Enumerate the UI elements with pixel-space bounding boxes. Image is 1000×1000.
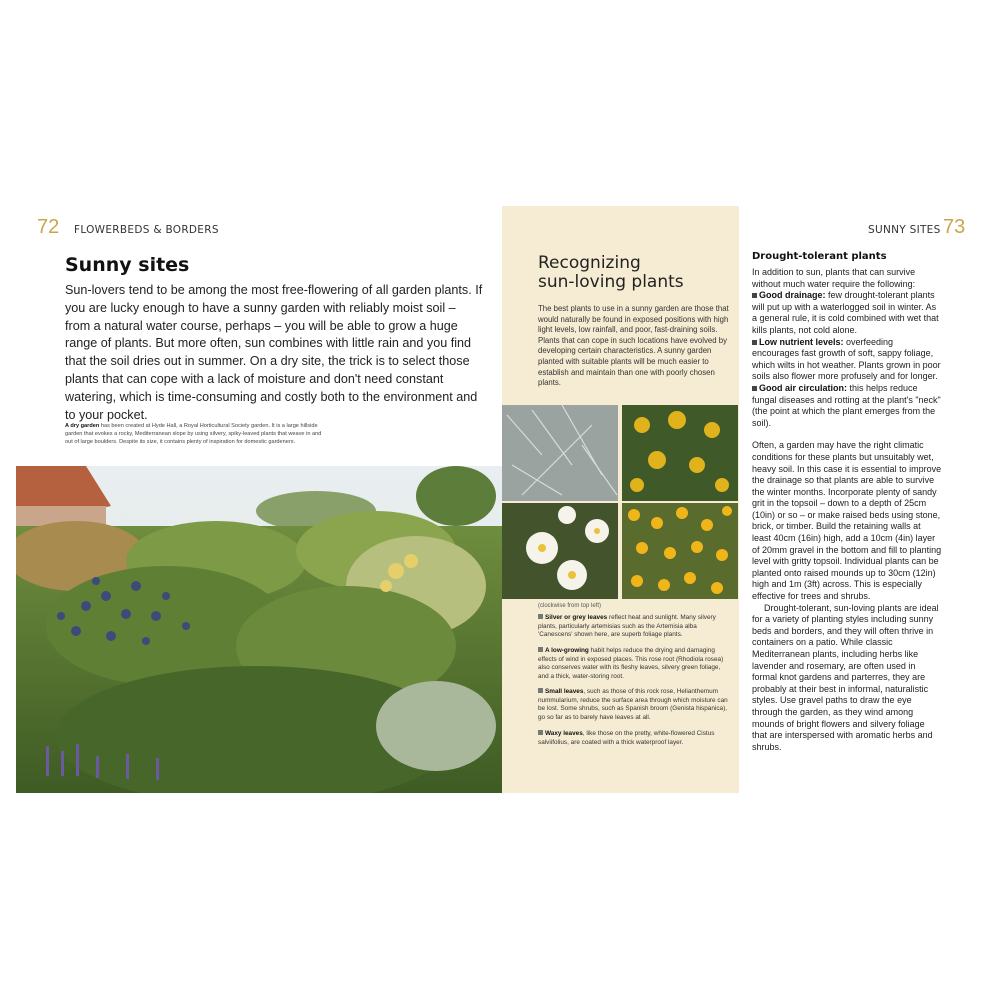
thumb-small-leaves — [622, 503, 738, 599]
requirement-nutrients: Low nutrient levels: overfeeding encourages fast growth of soft, sappy foliage, which wilts in hot weather. Plants grown in poor soils also flower more profusely and for longer. — [752, 336, 941, 382]
drainage-paragraph: Often, a garden may have the right climatic conditions for these plants but unsuitably wet, heavy soil. In this case it is essential to improve the drainage so that plants are able to survive the winter months. Incorporate plenty of sandy grit in the topsoil – down to a depth of 25cm (10in) or so – or make raised beds using stone, brick, or timber. Build the retaining walls at least 40cm (16in) high, add a 10cm (4in) layer of 20mm gravel in the bottom and fill to planting level with gritty topsoil. Individual plants can be planted onto raised mounds up to 30cm (12in) high and 1m (3ft) across. This is especially effective for trees and shrubs. — [752, 440, 942, 602]
panel-body: The best plants to use in a sunny garden are those that would naturally be found in exposed positions with high light levels, low rainfall, and poor, fast-draining soils. Plants that can cope in such locations have evolved by developing certain characteristics. A sunny garden planted with suitable plants will be much easier to establish and maintain than one with poorly chosen plants. — [538, 304, 729, 388]
requirement-air: Good air circulation: this helps reduce fungal diseases and rotting at the plant's "neck" (the point at which the plant emerges from the soil). — [752, 382, 941, 428]
drought-heading: Drought-tolerant plants — [752, 251, 887, 262]
thumb-silver-leaves — [502, 405, 618, 501]
page-number-left: 72 — [37, 216, 60, 238]
thumb-waxy-leaves — [502, 503, 618, 599]
page-number-right: 73 — [943, 216, 966, 238]
panel-title — [538, 254, 728, 292]
intro-paragraph: Sun-lovers tend to be among the most free-flowering of all garden plants. If you are lucky enough to have a sunny garden with reliably moist soil – from a natural water course, perhaps – you will be able to grow a huge range of plants. But more often, sun combines with little rain and you find that the soil dries out in summer. On a dry site, the trick is to select those plants that can cope with a lack of moisture and don't need constant watering, which is time-consuming and costly both to the environment and to your pocket. — [65, 283, 483, 422]
section-title: Sunny sites — [65, 254, 190, 276]
panel-title-line1: Recognizing — [538, 253, 641, 273]
running-head-right: SUNNY SITES — [868, 224, 941, 236]
photo-caption — [65, 422, 327, 446]
bullet-low-growing: A low-growing habit helps reduce the drying and damaging effects of wind in exposed places. This rose root (Rhodiola rosea) also conserves water with its fleshy leaves, silvery green foliage, and a thick, water-storing root. — [538, 647, 724, 680]
drought-lead: In addition to sun, plants that can survive without much water require the following: — [752, 267, 916, 289]
thumb-low-growing — [622, 405, 738, 501]
photo-order-note: (clockwise from top left) — [538, 603, 602, 609]
bullet-small-leaves: Small leaves, such as those of this rock rose, Helianthemum nummularium, reduce the surface area through which moisture can be lost. Some shrubs, such as Spanish broom (Genista hispanica), go so far as to barely have leaves at all. — [538, 688, 728, 721]
drought-column — [752, 267, 942, 753]
requirement-drainage: Good drainage: few drought-tolerant plants will put up with a waterlogged soil in winter. As a general rule, it is cold combined with wet that kills plants, not cold alone. — [752, 290, 939, 335]
dry-garden-photo — [16, 466, 502, 793]
running-head-left: FLOWERBEDS & BORDERS — [74, 224, 219, 236]
bullet-waxy-leaves: Waxy leaves, like those on the pretty, white-flowered Cistus salviifolius, are coated with a thick waterproof layer. — [538, 730, 715, 746]
styles-paragraph: Drought-tolerant, sun-loving plants are ideal for a variety of planting styles including sunny beds and borders, and they will often thrive in containers on a patio. While classic Mediterranean plants, including herbs like lavender and rosemary, are often used in formal knot gardens and parterres, they are probably at their best in informal, naturalistic styles. Use gravel paths to draw the eye through the garden, as they wind among mounds of bright flowers and silvery foliage that are interspersed with aromatic herbs and shrubs. — [752, 602, 939, 752]
panel-title-line2: sun-loving plants — [538, 272, 684, 292]
bullet-silver: Silver or grey leaves reflect heat and sunlight. Many silvery plants, particularly artemisias such as the Artemisia alba 'Canescens' shown here, are superb foliage plants. — [538, 614, 716, 639]
caption-bold: A dry garden — [65, 423, 100, 429]
caption-text: has been created at Hyde Hall, a Royal Horticultural Society garden. It is a large hillside garden that evokes a rocky, Mediterranean slope by using silvery, spiky-leaved plants that weave in and out of large boulders. Despite its size, it contains plenty of inspiration for domestic gardeners. — [65, 423, 322, 445]
